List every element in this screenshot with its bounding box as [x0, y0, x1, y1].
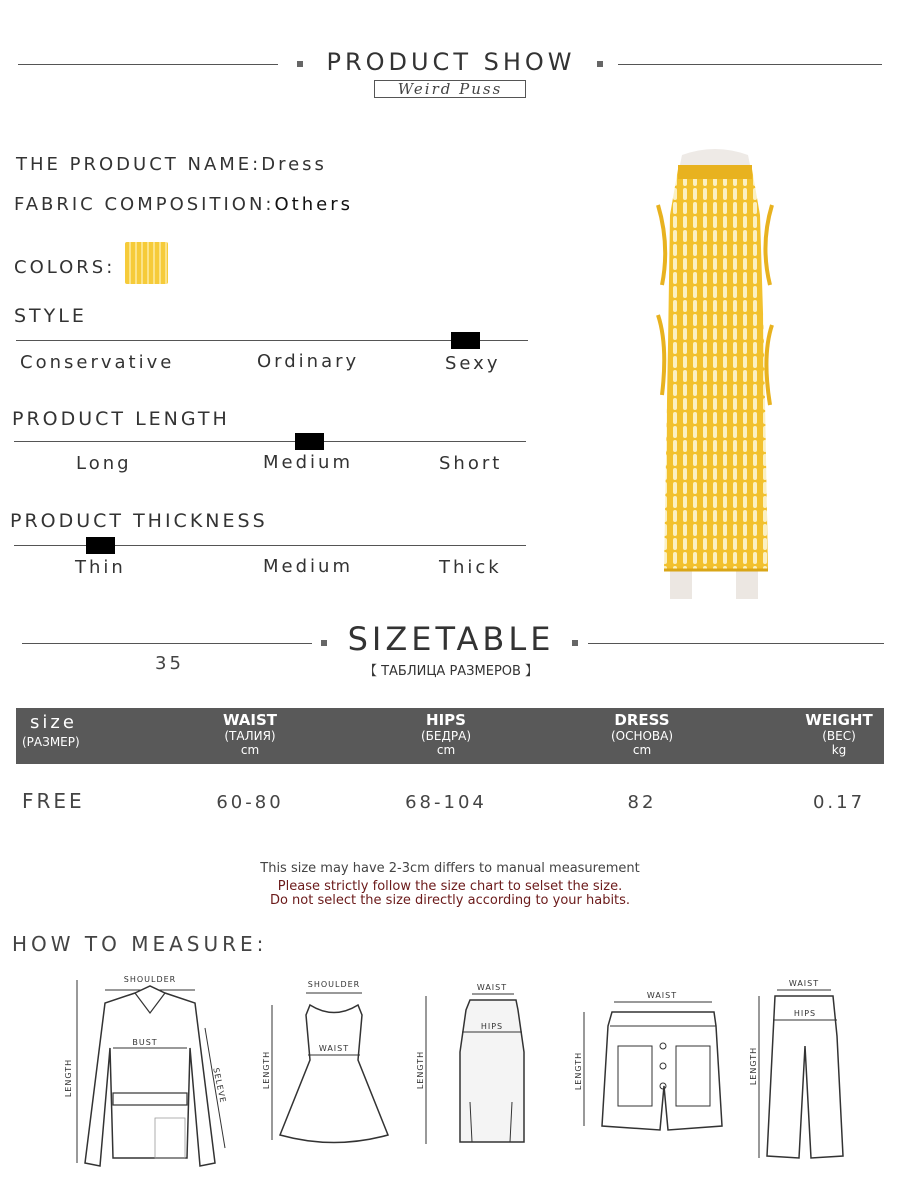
length-scale-line	[14, 441, 526, 442]
dress-length-label: LENGTH	[262, 1050, 271, 1090]
jacket-bust-label: BUST	[132, 1038, 158, 1047]
thickness-option-thick: Thick	[439, 557, 502, 578]
col-head-hips-unit: cm	[436, 743, 456, 757]
product-name-label: THE PRODUCT NAME:	[16, 154, 262, 175]
col-head-weight-label: WEIGHT	[805, 711, 873, 729]
col-head-hips-sub: (БЕДРА)	[421, 729, 471, 743]
shorts-waist-label: WAIST	[646, 991, 678, 1000]
skirt-length-label: LENGTH	[416, 1050, 425, 1090]
thickness-marker	[86, 537, 115, 554]
dress-shoulder-label: SHOULDER	[307, 980, 361, 989]
sizetable-side-number: 35	[155, 653, 184, 674]
row-dress-value: 82	[627, 792, 657, 813]
page-title: PRODUCT SHOW	[326, 48, 576, 76]
length-option-medium: Medium	[263, 452, 353, 473]
jacket-shoulder-label: SHOULDER	[123, 975, 177, 984]
shorts-length-label: LENGTH	[574, 1051, 583, 1091]
color-swatch-yellow[interactable]	[125, 242, 168, 284]
col-head-hips-label: HIPS	[426, 711, 466, 729]
skirt-hips-label: HIPS	[480, 1022, 504, 1031]
col-head-dress-sub: (ОСНОВА)	[610, 729, 674, 743]
measure-shorts-illustration	[572, 986, 732, 1141]
header-dot-right	[597, 61, 603, 67]
measure-skirt-illustration	[412, 982, 532, 1147]
style-option-sexy: Sexy	[445, 353, 501, 374]
row-hips-value: 68-104	[405, 792, 487, 813]
measure-dress-illustration	[258, 975, 398, 1150]
measure-jacket-illustration	[55, 968, 245, 1173]
length-option-long: Long	[76, 453, 132, 474]
pants-hips-label: HIPS	[793, 1009, 817, 1018]
col-head-dress-unit: cm	[632, 743, 652, 757]
col-head-hips	[396, 711, 496, 757]
product-name-row	[16, 154, 327, 175]
length-marker	[295, 433, 324, 450]
jacket-sleeve-label: SELEVE	[211, 1066, 228, 1105]
fabric-value: Others	[274, 194, 353, 215]
row-waist-value: 60-80	[216, 792, 284, 813]
sizetable-title: SIZETABLE	[347, 620, 555, 658]
dress-waist-label: WAIST	[318, 1044, 350, 1053]
col-head-size-label: size	[30, 712, 77, 733]
col-head-waist-sub: (ТАЛИЯ)	[224, 729, 276, 743]
fabric-row	[14, 194, 353, 215]
length-title: PRODUCT LENGTH	[12, 408, 230, 430]
col-head-waist	[200, 711, 300, 757]
col-head-dress-label: DRESS	[614, 711, 670, 729]
note-habits: Do not select the size directly according to your habits.	[269, 893, 631, 908]
note-measurement: This size may have 2-3cm differs to manual measurement	[260, 861, 640, 876]
jacket-length-label: LENGTH	[64, 1058, 73, 1098]
product-name-value: Dress	[261, 154, 327, 175]
skirt-waist-label: WAIST	[476, 983, 508, 992]
header-dot-left	[297, 61, 303, 67]
colors-label: COLORS:	[14, 257, 116, 278]
col-head-weight-unit: kg	[831, 743, 847, 757]
style-title: STYLE	[14, 305, 87, 327]
thickness-option-medium: Medium	[263, 556, 353, 577]
col-head-dress	[592, 711, 692, 757]
col-head-weight	[789, 711, 889, 757]
row-weight-value: 0.17	[812, 792, 866, 813]
col-head-waist-unit: cm	[240, 743, 260, 757]
col-head-waist-label: WAIST	[222, 711, 278, 729]
measure-pants-illustration	[745, 976, 855, 1166]
row-size-free: FREE	[22, 789, 85, 813]
sizetable-dot-right	[572, 640, 578, 646]
length-option-short: Short	[439, 453, 503, 474]
thickness-option-thin: Thin	[75, 557, 126, 578]
product-photo-skirt	[640, 145, 790, 605]
header-rule-left	[18, 64, 278, 65]
pants-length-label: LENGTH	[749, 1046, 758, 1086]
col-head-size-sub: (РАЗМЕР)	[22, 735, 80, 749]
sizetable-subtitle: 【 ТАБЛИЦА РАЗМЕРОВ 】	[363, 664, 539, 679]
pants-waist-label: WAIST	[788, 979, 820, 988]
style-option-conservative: Conservative	[20, 352, 175, 373]
note-follow-chart: Please strictly follow the size chart to selset the size.	[277, 879, 623, 894]
thickness-title: PRODUCT THICKNESS	[10, 510, 268, 532]
measure-title: HOW TO MEASURE:	[12, 932, 268, 956]
style-marker	[451, 332, 480, 349]
fabric-label: FABRIC COMPOSITION:	[14, 194, 275, 215]
header-rule-right	[618, 64, 882, 65]
brand-name: Weird Puss	[374, 80, 526, 98]
style-option-ordinary: Ordinary	[257, 351, 360, 372]
col-head-weight-sub: (ВЕС)	[822, 729, 856, 743]
sizetable-dot-left	[321, 640, 327, 646]
sizetable-rule-left	[22, 643, 312, 644]
sizetable-rule-right	[588, 643, 884, 644]
col-head-size	[22, 712, 80, 749]
